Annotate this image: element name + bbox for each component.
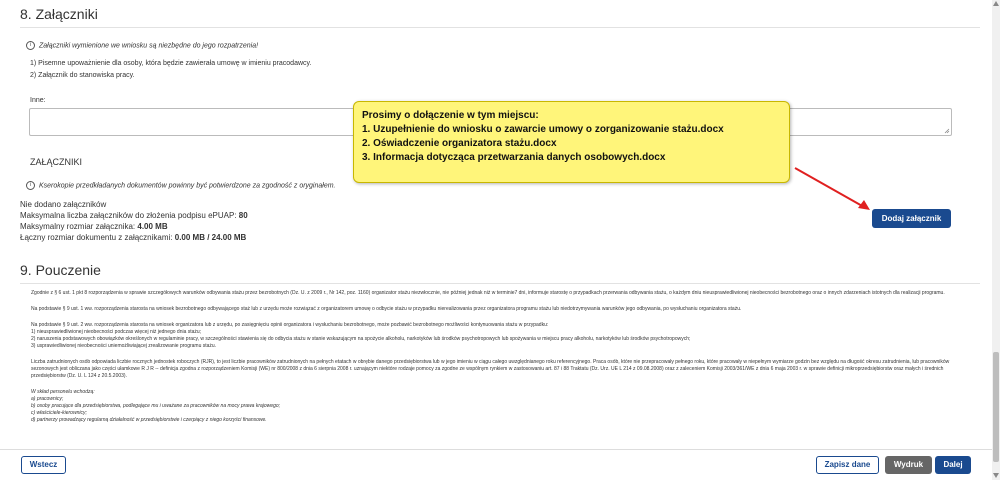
callout-title: Prosimy o dołączenie w tym miejscu: <box>362 110 539 121</box>
instruction-paragraph: Zgodnie z § 6 ust. 1 pkt 8 rozporządzenia w sprawie szczegółowych warunków odbywania stażu przez bezrobotnych (Dz. U. z 2009 r., Nr 142, poz. 1160) organizator stażu niezwłocznie, nie później jednak niż w terminie7 dni, informuje starostę o przypadkach przerwania odbywania stażu, o każdym dniu nieusprawiedliwionej nieobecności bezrobotnego oraz o innych zdarzeniach istotnych dla realizacji programu. <box>31 290 945 296</box>
instruction-paragraph: c) właściciele-kierownicy; <box>31 410 87 416</box>
section-divider <box>20 27 980 28</box>
arrow-icon <box>780 160 880 216</box>
max-size-row: Maksymalny rozmiar załącznika: 4.00 MB <box>20 222 168 231</box>
add-attachment-button[interactable]: Dodaj załącznik <box>872 209 951 228</box>
section-divider <box>20 283 980 284</box>
instruction-paragraph: W skład personelu wchodzą: <box>31 389 95 395</box>
instruction-paragraph: 3) usprawiedliwionej nieobecności uniemożliwiającej zrealizowanie programu stażu. <box>31 343 217 349</box>
next-button[interactable]: Dalej <box>935 456 971 474</box>
info-icon: i <box>26 41 35 50</box>
print-button[interactable]: Wydruk <box>885 456 932 474</box>
required-note: i Załączniki wymienione we wniosku są niezbędne do jego rozpatrzenia! <box>26 41 258 50</box>
callout-line: 3. Informacja dotycząca przetwarzania danych osobowych.docx <box>362 152 666 163</box>
scrollbar-thumb[interactable] <box>993 352 999 462</box>
section-9-title: 9. Pouczenie <box>20 262 101 278</box>
total-size-row: Łączny rozmiar dokumentu z załącznikami: 0.00 MB / 24.00 MB <box>20 233 247 242</box>
instruction-paragraph: b) osoby pracujące dla przedsiębiorstwa, podlegające mu i uważane za pracowników na mocy prawa krajowego; <box>31 403 281 409</box>
scroll-up-icon[interactable] <box>993 1 999 6</box>
attachments-heading: ZAŁĄCZNIKI <box>30 157 83 167</box>
no-attachments-text: Nie dodano załączników <box>20 200 107 209</box>
max-count-row: Maksymalna liczba załączników do złożenia podpisu ePUAP: 80 <box>20 211 248 220</box>
instruction-paragraph: Na podstawie § 9 ust. 2 ww. rozporządzenia starosta na wniosek organizatora lub z urzędu, po zasięgnięciu opinii organizatora i wysłuchaniu bezrobotnego, może pozbawić bezrobotnego możliwości kontynuowania stażu w przypadku: <box>31 322 549 328</box>
required-item: 1) Pisemne upoważnienie dla osoby, która będzie zawierała umowę w imieniu pracodawcy. <box>30 60 312 67</box>
back-button[interactable]: Wstecz <box>21 456 66 474</box>
save-button[interactable]: Zapisz dane <box>816 456 879 474</box>
instruction-paragraph: 1) nieusprawiedliwionej nieobecności podczas więcej niż jednego dnia stażu; <box>31 329 202 335</box>
resize-handle-icon[interactable] <box>944 128 950 134</box>
instruction-callout <box>353 101 790 183</box>
info-icon: i <box>26 181 35 190</box>
scroll-down-icon[interactable] <box>993 473 999 478</box>
required-item: 2) Załącznik do stanowiska pracy. <box>30 72 135 79</box>
callout-line: 1. Uzupełnienie do wniosku o zawarcie umowy o zorganizowanie stażu.docx <box>362 124 724 135</box>
copies-note: i Kserokopie przedkładanych dokumentów powinny być potwierdzone za zgodność z oryginałem. <box>26 181 336 190</box>
section-8-title: 8. Załączniki <box>20 6 98 22</box>
other-label: Inne: <box>30 97 46 104</box>
scrollbar[interactable] <box>992 0 1000 480</box>
instruction-paragraph: a) pracownicy; <box>31 396 64 402</box>
callout-line: 2. Oświadczenie organizatora stażu.docx <box>362 138 557 149</box>
instruction-paragraph: d) partnerzy prowadzący regularną działalność w przedsiębiorstwie i czerpiący z niego korzyści finansowe. <box>31 417 267 423</box>
instruction-paragraph: Liczba zatrudnionych osób odpowiada liczbie rocznych jednostek roboczych (RJR), to jest liczbie pracowników zatrudnionych na pełnych etatach w obrębie danego przedsiębiorstwa lub w jego imieniu w ciągu całego uwzględnianego roku referencyjnego. Praca osób, które nie przepracowały pełnego roku, które pracowały w niepełnym wymiarze godzin bez względu na długość okresu zatrudnienia, lub pracowników sezonowych jest obliczana jako części ułamkowe R J R -- definicja zgodna z rozporządzeniem Komisji (WE) nr 800/2008 z dnia 6 sierpnia 2008 r. uznającym niektóre rodzaje pomocy za zgodne ze wspólnym rynkiem w zastosowaniu art. 87 i 88 Traktatu (Dz. Urz. UE L 214 z 09.08.2008) oraz z zaleceniem Komisji 2003/361/WE z dnia 6 maja 2003 r. w sprawie definicji mikroprzedsiębiorstw oraz małych i średnich przedsiębiorstw (Dz. U. L 124 z 20.5.2003). <box>31 359 950 379</box>
instruction-paragraph: 2) naruszenia podstawowych obowiązków określonych w regulaminie pracy, w szczególności stawienia się do odbycia stażu w stanie wskazującym na spożycie alkoholu, narkotyków lub środków psychotropowych lub spożywania w miejscu pracy alkoholu, narkotyków lub środków psychotropowych; <box>31 336 691 342</box>
instruction-paragraph: Na podstawie § 9 ust. 1 ww. rozporządzenia starosta na wniosek bezrobotnego odbywającego staż lub z urzędu może rozwiązać z organizatorem umowę o odbycie stażu w przypadku nierealizowania przez organizatora programu stażu lub niedotrzymywania warunków jego odbywania, po wysłuchaniu organizatora stażu. <box>31 306 742 312</box>
instructions-text <box>31 290 964 424</box>
